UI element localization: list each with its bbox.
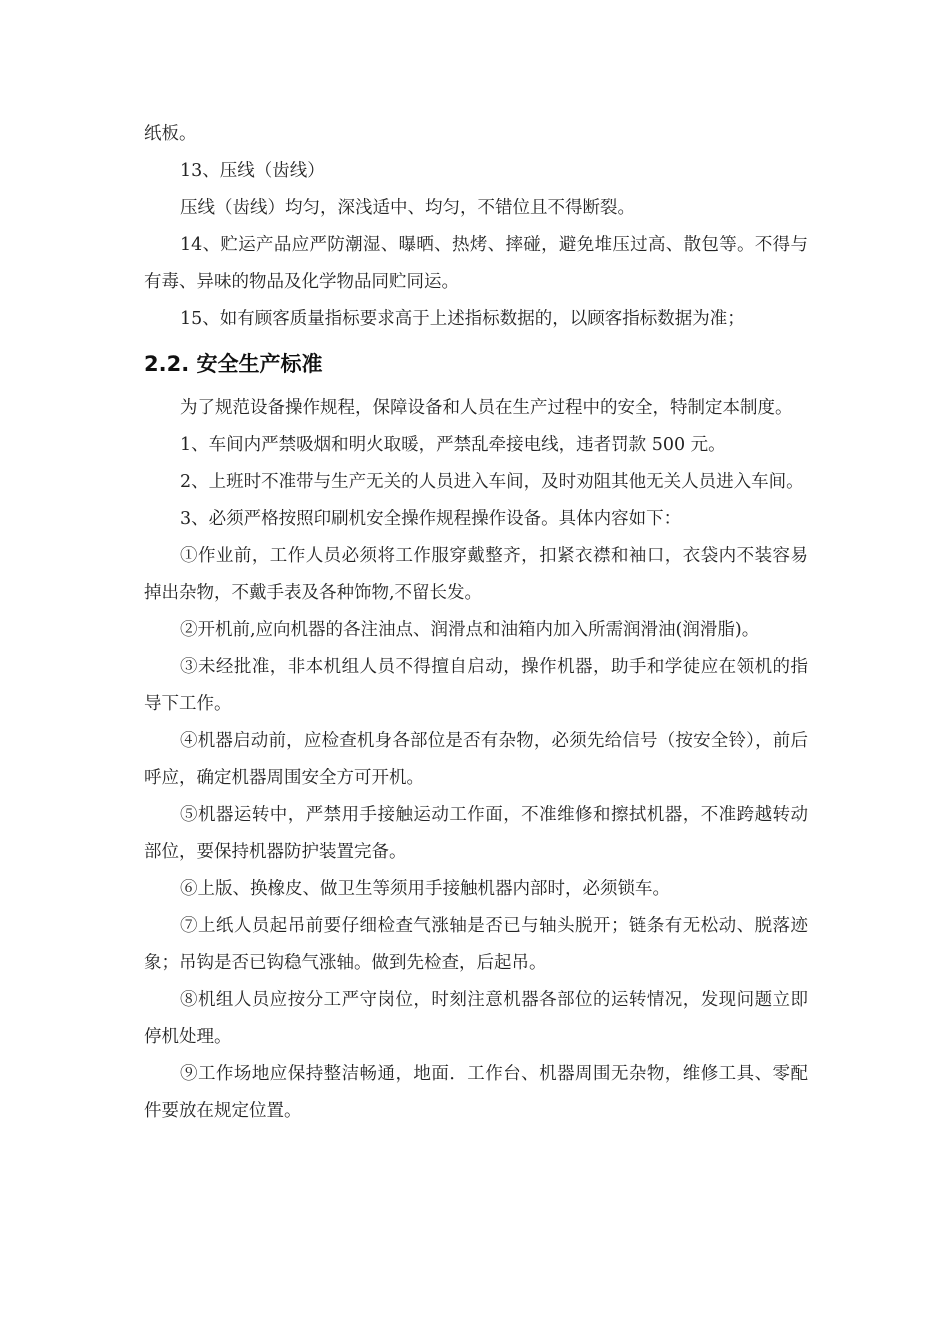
sub-rule-8: ⑧机组人员应按分工严守岗位，时刻注意机器各部位的运转情况，发现问题立即停机处理。 — [144, 990, 808, 1047]
sub-rule-2: ②开机前,应向机器的各注油点、润滑点和油箱内加入所需润滑油(润滑脂)。 — [180, 620, 760, 640]
sub-rule-7: ⑦上纸人员起吊前要仔细检查气涨轴是否已与轴头脱开；链条有无松动、脱落迹象；吊钩是否已钩稳气涨轴。做到先检查，后起吊。 — [144, 916, 808, 973]
sub-rule-5: ⑤机器运转中，严禁用手接触运动工作面，不准维修和擦拭机器，不准跨越转动部位，要保持机器防护装置完备。 — [144, 805, 808, 862]
section-intro: 为了规范设备操作规程，保障设备和人员在生产过程中的安全，特制定本制度。 — [180, 398, 793, 418]
section-heading: 2.2. 安全生产标准 — [144, 352, 323, 376]
item-13-title: 13、压线（齿线） — [180, 161, 325, 181]
rule-2: 2、上班时不准带与生产无关的人员进入车间，及时劝阻其他无关人员进入车间。 — [180, 472, 804, 492]
sub-rule-9: ⑨工作场地应保持整洁畅通，地面．工作台、机器周围无杂物，维修工具、零配件要放在规定位置。 — [144, 1064, 808, 1121]
item-14: 14、贮运产品应严防潮湿、曝晒、热烤、摔碰，避免堆压过高、散包等。不得与有毒、异味的物品及化学物品同贮同运。 — [144, 235, 808, 292]
paragraph-continuation: 纸板。 — [144, 124, 197, 144]
rule-1: 1、车间内严禁吸烟和明火取暖，严禁乱牵接电线，违者罚款 500 元。 — [180, 435, 726, 455]
rule-3: 3、必须严格按照印刷机安全操作规程操作设备。具体内容如下： — [180, 509, 682, 529]
sub-rule-3: ③未经批准，非本机组人员不得擅自启动，操作机器，助手和学徒应在领机的指导下工作。 — [144, 657, 808, 714]
document-body — [144, 116, 808, 1130]
sub-rule-1: ①作业前，工作人员必须将工作服穿戴整齐，扣紧衣襟和袖口，衣袋内不装容易掉出杂物，不戴手表及各种饰物,不留长发。 — [144, 546, 808, 603]
item-13-description: 压线（齿线）均匀，深浅适中、均匀，不错位且不得断裂。 — [180, 198, 635, 218]
sub-rule-4: ④机器启动前，应检查机身各部位是否有杂物，必须先给信号（按安全铃），前后呼应，确定机器周围安全方可开机。 — [144, 731, 808, 788]
item-15: 15、如有顾客质量指标要求高于上述指标数据的，以顾客指标数据为准； — [180, 309, 745, 329]
sub-rule-6: ⑥上版、换橡皮、做卫生等须用手接触机器内部时，必须锁车。 — [180, 879, 670, 899]
